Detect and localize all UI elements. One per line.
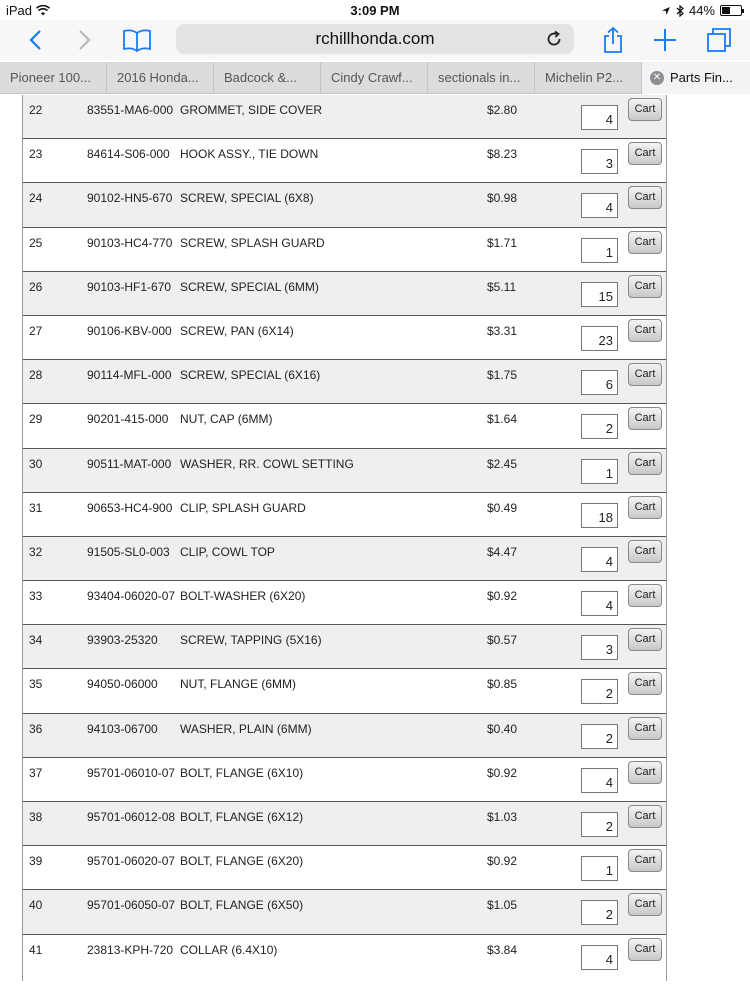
ref-number: 32 — [29, 544, 43, 559]
ref-number: 26 — [29, 279, 43, 294]
status-right — [661, 3, 742, 18]
part-price: $5.11 — [487, 279, 517, 294]
part-number: 90103-HF1-670 — [87, 279, 172, 294]
forward-button[interactable] — [68, 24, 102, 56]
table-row — [23, 846, 666, 890]
part-number: 94103-06700 — [87, 721, 158, 736]
browser-toolbar — [0, 20, 750, 60]
add-to-cart-button[interactable]: Cart — [628, 540, 662, 563]
quantity-input[interactable]: 2 — [581, 812, 618, 837]
table-row — [23, 228, 666, 272]
ref-number: 28 — [29, 368, 43, 383]
part-price: $0.92 — [487, 765, 518, 780]
back-icon — [28, 29, 42, 51]
part-number: 83551-MA6-000 — [87, 103, 174, 117]
quantity-input[interactable]: 1 — [581, 238, 618, 263]
close-tab-icon[interactable]: ✕ — [650, 71, 664, 85]
part-number: 90114-MFL-000 — [87, 368, 172, 383]
quantity-input[interactable]: 6 — [581, 370, 618, 395]
quantity-input[interactable]: 18 — [581, 503, 618, 528]
bluetooth-icon — [676, 5, 684, 17]
back-button[interactable] — [18, 24, 52, 56]
table-row — [23, 890, 666, 934]
table-row — [23, 95, 666, 139]
part-number: 90201-415-000 — [87, 412, 169, 427]
part-number: 90102-HN5-670 — [87, 191, 173, 206]
part-description: BOLT-WASHER (6X20) — [180, 589, 306, 604]
table-row — [23, 537, 666, 581]
ref-number: 23 — [29, 147, 43, 162]
part-number: 91505-SL0-003 — [87, 544, 170, 559]
part-description: BOLT, FLANGE (6X12) — [180, 810, 304, 824]
part-number: 90511-MAT-000 — [87, 456, 172, 471]
table-row — [23, 183, 666, 227]
bookmarks-icon — [122, 28, 152, 52]
part-description: COLLAR (6.4X10) — [180, 942, 278, 957]
part-description: BOLT, FLANGE (6X50) — [180, 898, 304, 913]
tabs-button[interactable] — [702, 24, 736, 56]
ref-number: 40 — [29, 898, 43, 913]
part-number: 94050-06000 — [87, 677, 158, 692]
quantity-input[interactable]: 4 — [581, 193, 618, 218]
battery-icon — [720, 5, 742, 16]
part-description: SCREW, SPECIAL (6X16) — [180, 368, 321, 383]
add-to-cart-button[interactable]: Cart — [628, 628, 662, 651]
add-to-cart-button[interactable]: Cart — [628, 938, 662, 961]
part-number: 95701-06020-07 — [87, 854, 176, 869]
part-price: $0.49 — [487, 500, 518, 515]
part-price: $3.31 — [487, 323, 518, 338]
quantity-input[interactable]: 3 — [581, 149, 618, 174]
add-to-cart-button[interactable]: Cart — [628, 319, 662, 342]
tab-parts-finder-label: Parts Fin... — [670, 70, 733, 85]
part-description: SCREW, SPECIAL (6X8) — [180, 191, 314, 206]
part-number: 84614-S06-000 — [87, 147, 170, 162]
add-to-cart-button[interactable]: Cart — [628, 407, 662, 430]
part-price: $0.92 — [487, 589, 518, 604]
ref-number: 39 — [29, 854, 43, 869]
add-to-cart-button[interactable]: Cart — [628, 672, 662, 695]
url-text: rchillhonda.com — [315, 29, 435, 48]
part-description: SCREW, SPLASH GUARD — [180, 235, 325, 250]
part-description: CLIP, COWL TOP — [180, 544, 275, 559]
ref-number: 41 — [29, 942, 43, 957]
tab-michelin[interactable]: Michelin P2... — [535, 62, 642, 94]
reload-icon[interactable] — [544, 29, 564, 49]
add-to-cart-button[interactable]: Cart — [628, 142, 662, 165]
ref-number: 30 — [29, 456, 43, 471]
part-description: SCREW, TAPPING (5X16) — [180, 633, 322, 648]
quantity-input[interactable]: 4 — [581, 591, 618, 616]
add-to-cart-button[interactable]: Cart — [628, 717, 662, 740]
part-price: $1.75 — [487, 368, 518, 383]
add-to-cart-button[interactable]: Cart — [628, 893, 662, 916]
part-number: 93903-25320 — [87, 633, 158, 648]
table-row — [23, 493, 666, 537]
ref-number: 37 — [29, 765, 43, 780]
part-price: $8.23 — [487, 147, 518, 162]
device-label: iPad — [6, 3, 33, 18]
tab-2016-honda[interactable]: 2016 Honda... — [107, 62, 214, 94]
part-description: SCREW, PAN (6X14) — [180, 323, 294, 338]
quantity-input[interactable]: 2 — [581, 679, 618, 704]
part-description: CLIP, SPLASH GUARD — [180, 500, 306, 515]
part-number: 90653-HC4-900 — [87, 500, 173, 515]
ref-number: 36 — [29, 721, 43, 736]
add-to-cart-button[interactable]: Cart — [628, 849, 662, 872]
quantity-input[interactable]: 1 — [581, 856, 618, 881]
ref-number: 22 — [29, 103, 43, 117]
part-price: $0.92 — [487, 854, 518, 869]
quantity-input[interactable]: 4 — [581, 547, 618, 572]
part-price: $1.64 — [487, 412, 518, 427]
add-to-cart-button[interactable]: Cart — [628, 275, 662, 298]
tab-parts-finder[interactable] — [642, 62, 750, 94]
ref-number: 29 — [29, 412, 43, 427]
ref-number: 24 — [29, 191, 43, 206]
quantity-input[interactable]: 4 — [581, 768, 618, 793]
table-row — [23, 272, 666, 316]
part-price: $2.45 — [487, 456, 518, 471]
part-description: NUT, FLANGE (6MM) — [180, 677, 297, 692]
tab-badcock[interactable]: Badcock &... — [214, 62, 321, 94]
table-row — [23, 316, 666, 360]
part-price: $0.85 — [487, 677, 518, 692]
table-row — [23, 139, 666, 183]
ref-number: 34 — [29, 633, 43, 648]
forward-icon — [78, 29, 92, 51]
ref-number: 31 — [29, 500, 43, 515]
quantity-input[interactable]: 23 — [581, 326, 618, 351]
share-button[interactable] — [596, 24, 630, 56]
quantity-input[interactable]: 15 — [581, 282, 618, 307]
part-price: $0.98 — [487, 191, 518, 206]
ref-number: 27 — [29, 323, 43, 338]
quantity-input[interactable]: 2 — [581, 724, 618, 749]
quantity-input[interactable]: 2 — [581, 900, 618, 925]
part-price: $0.57 — [487, 633, 518, 648]
quantity-input[interactable]: 4 — [581, 105, 618, 130]
quantity-input[interactable]: 4 — [581, 945, 618, 970]
part-price: $0.40 — [487, 721, 518, 736]
part-price: $1.05 — [487, 898, 518, 913]
tab-bar — [0, 62, 750, 94]
new-tab-button[interactable] — [648, 24, 682, 56]
part-price: $2.80 — [487, 103, 518, 117]
part-description: WASHER, PLAIN (6MM) — [180, 721, 312, 736]
table-row — [23, 360, 666, 404]
part-description: BOLT, FLANGE (6X10) — [180, 765, 304, 780]
quantity-input[interactable]: 2 — [581, 414, 618, 439]
part-price: $1.03 — [487, 810, 518, 824]
add-to-cart-button[interactable]: Cart — [628, 496, 662, 519]
table-row — [23, 449, 666, 493]
part-description: BOLT, FLANGE (6X20) — [180, 854, 304, 869]
part-price: $1.71 — [487, 235, 518, 250]
tab-pioneer[interactable]: Pioneer 100... — [0, 62, 107, 94]
part-description: GROMMET, SIDE COVER — [180, 103, 323, 117]
part-number: 23813-KPH-720 — [87, 942, 174, 957]
share-icon — [602, 26, 624, 54]
ref-number: 33 — [29, 589, 43, 604]
battery-fill — [722, 7, 730, 14]
address-bar[interactable] — [176, 24, 574, 54]
tabs-icon — [706, 27, 732, 53]
add-to-cart-button[interactable]: Cart — [628, 231, 662, 254]
battery-percent: 44% — [688, 3, 715, 18]
ref-number: 38 — [29, 810, 43, 824]
add-to-cart-button[interactable]: Cart — [628, 98, 662, 121]
add-to-cart-button[interactable]: Cart — [628, 186, 662, 209]
add-to-cart-button[interactable]: Cart — [628, 452, 662, 475]
table-row — [23, 581, 666, 625]
table-row — [23, 669, 666, 713]
table-row — [23, 802, 666, 846]
location-icon — [661, 6, 671, 16]
quantity-input[interactable]: 1 — [581, 459, 618, 484]
part-number: 93404-06020-07 — [87, 589, 176, 604]
add-icon — [653, 28, 677, 52]
ref-number: 35 — [29, 677, 43, 692]
part-number: 95701-06012-08 — [87, 810, 176, 824]
part-number: 90106-KBV-000 — [87, 323, 172, 338]
add-to-cart-button[interactable]: Cart — [628, 805, 662, 828]
table-row — [23, 625, 666, 669]
part-number: 95701-06010-07 — [87, 765, 176, 780]
clock: 3:09 PM — [350, 3, 400, 18]
table-row — [23, 758, 666, 802]
quantity-input[interactable]: 3 — [581, 635, 618, 660]
part-description: HOOK ASSY., TIE DOWN — [180, 147, 319, 162]
part-number: 95701-06050-07 — [87, 898, 176, 913]
tab-sectionals[interactable]: sectionals in... — [428, 62, 535, 94]
table-row — [23, 404, 666, 448]
bookmarks-button[interactable] — [120, 24, 154, 56]
table-row — [23, 935, 666, 981]
page-content — [0, 95, 750, 1000]
add-to-cart-button[interactable]: Cart — [628, 584, 662, 607]
parts-table — [22, 95, 667, 981]
part-price: $4.47 — [487, 544, 518, 559]
table-row — [23, 714, 666, 758]
part-price: $3.84 — [487, 942, 518, 957]
part-number: 90103-HC4-770 — [87, 235, 173, 250]
tab-cindy-crawford[interactable]: Cindy Crawf... — [321, 62, 428, 94]
part-description: WASHER, RR. COWL SETTING — [180, 456, 354, 471]
add-to-cart-button[interactable]: Cart — [628, 363, 662, 386]
status-bar — [0, 0, 750, 20]
ref-number: 25 — [29, 235, 43, 250]
add-to-cart-button[interactable]: Cart — [628, 761, 662, 784]
part-description: SCREW, SPECIAL (6MM) — [180, 279, 319, 294]
part-description: NUT, CAP (6MM) — [180, 412, 273, 427]
